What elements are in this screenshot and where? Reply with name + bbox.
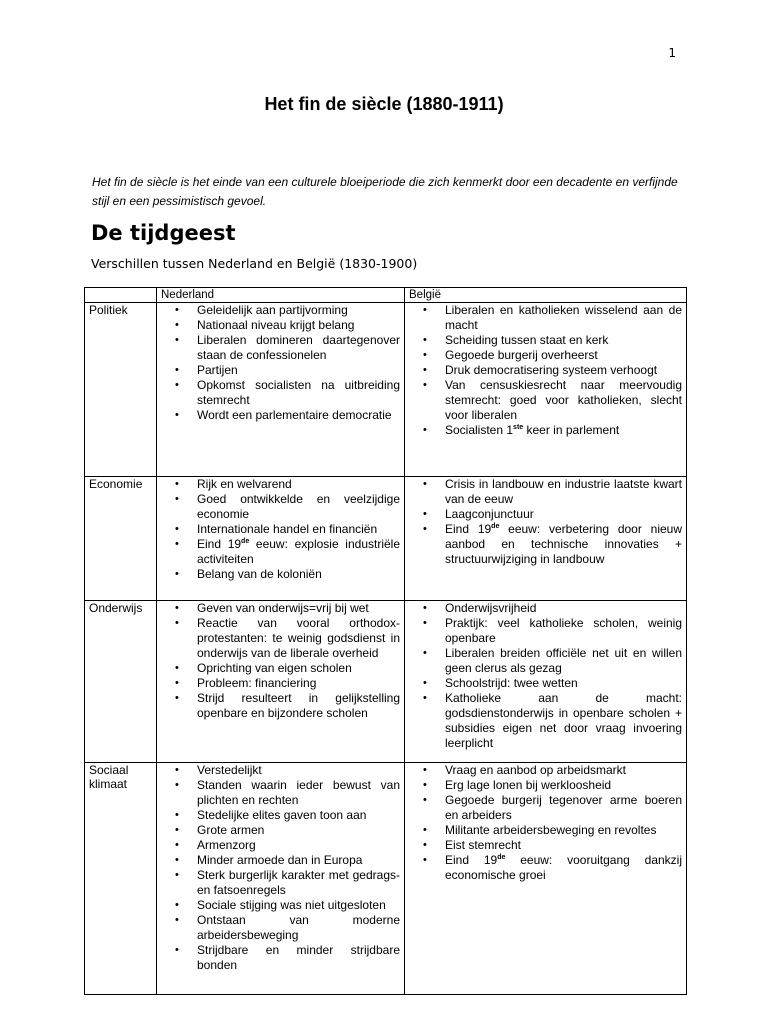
- list-item: • Liberalen domineren daartegenover staan de confessionelen: [197, 333, 400, 363]
- cell-belgie: [405, 763, 687, 995]
- list-item: • Oprichting van eigen scholen: [197, 661, 400, 676]
- row-category: Onderwijs: [85, 601, 157, 763]
- list-item: • Erg lage lonen bij werkloosheid: [445, 778, 682, 793]
- list-item: • Katholieke aan de macht: godsdienstonderwijs in openbare scholen + subsidies eigen net door vraag invoering leerplicht: [445, 691, 682, 751]
- list-item: • Verstedelijkt: [197, 763, 400, 778]
- page-number: 1: [668, 46, 676, 60]
- header-empty-cell: [85, 288, 157, 303]
- list-item: • Scheiding tussen staat en kerk: [445, 333, 682, 348]
- list-item: • Eind 19de eeuw: verbetering door nieuw aanbod en technische innovaties + structuurwijziging in landbouw: [445, 522, 682, 567]
- bullet-list: [161, 477, 400, 582]
- comparison-table: [84, 287, 687, 995]
- table-row: [85, 601, 687, 763]
- list-item: • Onderwijsvrijheid: [445, 601, 682, 616]
- list-item: • Schoolstrijd: twee wetten: [445, 676, 682, 691]
- list-item: • Militante arbeidersbeweging en revoltes: [445, 823, 682, 838]
- cell-belgie: [405, 303, 687, 477]
- row-category: Politiek: [85, 303, 157, 477]
- list-item: • Belang van de koloniën: [197, 567, 400, 582]
- bullet-list: [161, 601, 400, 721]
- list-item: • Grote armen: [197, 823, 400, 838]
- table-caption: Verschillen tussen Nederland en België (1830-1900): [91, 256, 418, 271]
- bullet-list: [409, 601, 682, 751]
- list-item: • Strijd resulteert in gelijkstelling openbare en bijzondere scholen: [197, 691, 400, 721]
- list-item: • Eind 19de eeuw: vooruitgang dankzij economische groei: [445, 853, 682, 883]
- list-item: • Eind 19de eeuw: explosie industriële activiteiten: [197, 537, 400, 567]
- list-item: • Laagconjunctuur: [445, 507, 682, 522]
- table-row: [85, 303, 687, 477]
- list-item: • Sterk burgerlijk karakter met gedrags- en fatsoenregels: [197, 868, 400, 898]
- list-item: • Partijen: [197, 363, 400, 378]
- list-item: • Liberalen en katholieken wisselend aan de macht: [445, 303, 682, 333]
- ordinal-suffix: de: [241, 538, 250, 545]
- list-item: • Druk democratisering systeem verhoogt: [445, 363, 682, 378]
- bullet-list: [409, 303, 682, 438]
- cell-nederland: [157, 763, 405, 995]
- ordinal-suffix: de: [497, 854, 506, 861]
- intro-paragraph: Het fin de siècle is het einde van een culturele bloeiperiode die zich kenmerkt door een decadente en verfijnde stijl en een pessimistisch gevoel.: [92, 175, 678, 208]
- list-item: • Gegoede burgerij tegenover arme boeren en arbeiders: [445, 793, 682, 823]
- header-nederland: Nederland: [157, 288, 405, 303]
- list-item: • Eist stemrecht: [445, 838, 682, 853]
- list-item: • Crisis in landbouw en industrie laatste kwart van de eeuw: [445, 477, 682, 507]
- list-item: • Praktijk: veel katholieke scholen, weinig openbare: [445, 616, 682, 646]
- list-item: • Wordt een parlementaire democratie: [197, 408, 400, 423]
- list-item: • Armenzorg: [197, 838, 400, 853]
- list-item: • Opkomst socialisten na uitbreiding stemrecht: [197, 378, 400, 408]
- header-belgie: België: [405, 288, 687, 303]
- list-item: • Ontstaan van moderne arbeidersbeweging: [197, 913, 400, 943]
- table-row: [85, 763, 687, 995]
- table-header-row: [85, 288, 687, 303]
- table-row: [85, 477, 687, 601]
- list-item: • Minder armoede dan in Europa: [197, 853, 400, 868]
- list-item: • Stedelijke elites gaven toon aan: [197, 808, 400, 823]
- list-item: • Liberalen breiden officiële net uit en willen geen clerus als gezag: [445, 646, 682, 676]
- list-item: • Probleem: financiering: [197, 676, 400, 691]
- cell-nederland: [157, 303, 405, 477]
- cell-nederland: [157, 601, 405, 763]
- list-item: • Goed ontwikkelde en veelzijdige economie: [197, 492, 400, 522]
- list-item: • Standen waarin ieder bewust van plichten en rechten: [197, 778, 400, 808]
- list-item: • Geven van onderwijs=vrij bij wet: [197, 601, 400, 616]
- bullet-list: [409, 477, 682, 567]
- ordinal-suffix: de: [491, 523, 500, 530]
- section-heading: De tijdgeest: [91, 221, 236, 245]
- row-category: Sociaal klimaat: [85, 763, 157, 995]
- ordinal-suffix: ste: [513, 424, 524, 431]
- list-item: • Reactie van vooral orthodox-protestanten: te weinig godsdienst in onderwijs van de liberale overheid: [197, 616, 400, 661]
- bullet-list: [161, 763, 400, 973]
- list-item: • Vraag en aanbod op arbeidsmarkt: [445, 763, 682, 778]
- list-item: • Strijdbare en minder strijdbare bonden: [197, 943, 400, 973]
- list-item: • Gegoede burgerij overheerst: [445, 348, 682, 363]
- list-item: • Rijk en welvarend: [197, 477, 400, 492]
- cell-nederland: [157, 477, 405, 601]
- list-item: • Nationaal niveau krijgt belang: [197, 318, 400, 333]
- list-item: • Sociale stijging was niet uitgesloten: [197, 898, 400, 913]
- bullet-list: [409, 763, 682, 883]
- row-category: Economie: [85, 477, 157, 601]
- list-item: • Van censuskiesrecht naar meervoudig stemrecht: goed voor katholieken, slecht voor liberalen: [445, 378, 682, 423]
- list-item: • Internationale handel en financiën: [197, 522, 400, 537]
- cell-belgie: [405, 477, 687, 601]
- list-item: • Socialisten 1ste keer in parlement: [445, 423, 682, 438]
- list-item: • Geleidelijk aan partijvorming: [197, 303, 400, 318]
- document-title: Het fin de siècle (1880-1911): [264, 94, 504, 114]
- bullet-list: [161, 303, 400, 423]
- cell-belgie: [405, 601, 687, 763]
